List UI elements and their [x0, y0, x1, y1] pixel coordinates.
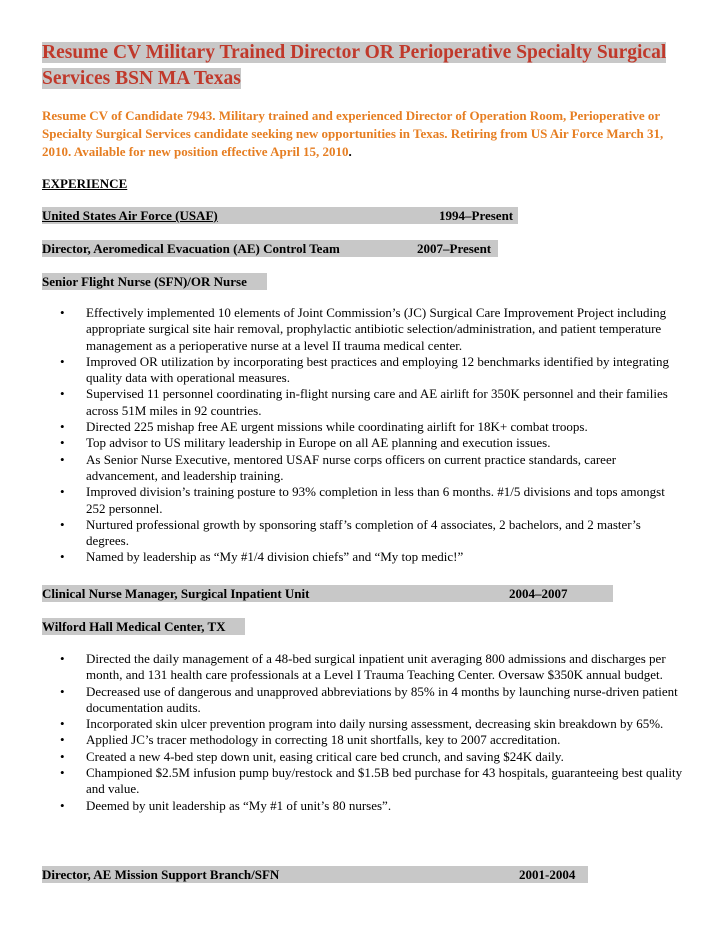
director-mission-bar: [42, 866, 588, 883]
director-ae-years: 2007–Present: [417, 241, 492, 256]
clinical-manager-label: Clinical Nurse Manager, Surgical Inpatient Unit: [42, 586, 310, 601]
bullet-list-usaf: [0, 305, 684, 566]
list-item: • Created a new 4-bed step down unit, easing critical care bed crunch, and saving $24K daily.: [0, 749, 684, 765]
usaf-years: 1994–Present: [439, 208, 514, 223]
intro-end: .: [348, 144, 352, 159]
list-item: • Directed 225 mishap free AE urgent missions while coordinating airlift for 18K+ combat troops.: [0, 419, 684, 435]
list-item: • Applied JC’s tracer methodology in correcting 18 unit shortfalls, key to 2007 accreditation.: [0, 732, 684, 748]
list-item: • Directed the daily management of a 48-bed surgical inpatient unit averaging 800 admissions and discharges per month, and 131 health care professionals at a Level I Trauma Teaching Center. Oversaw $350K annual budget.: [0, 651, 684, 684]
list-item: • Top advisor to US military leadership in Europe on all AE planning and execution issues.: [0, 435, 684, 451]
senior-flight-nurse-bar: [42, 273, 267, 290]
list-item: • As Senior Nurse Executive, mentored USAF nurse corps officers on current practice standards, career advancement, and leadership training.: [0, 452, 684, 485]
director-mission-label: Director, AE Mission Support Branch/SFN: [42, 867, 280, 882]
list-item: • Incorporated skin ulcer prevention program into daily nursing assessment, decreasing skin breakdown by 65%.: [0, 716, 684, 732]
list-item: • Deemed by unit leadership as “My #1 of unit’s 80 nurses”.: [0, 798, 684, 814]
clinical-manager-years: 2004–2007: [509, 586, 568, 601]
intro-text: Resume CV of Candidate 7943. Military trained and experienced Director of Operation Room, Perioperative or Specialty Surgical Services candidate seeking new opportunities in Texas. Retiring from US Air Force March 31, 2010. Available for new position effective April 15, 2010: [42, 108, 664, 159]
experience-heading: EXPERIENCE: [42, 176, 128, 191]
list-item: • Supervised 11 personnel coordinating in-flight nursing care and AE airlift for 350K personnel and their families across 51M miles in 92 countries.: [0, 386, 684, 419]
bullet-list-wilford: [0, 651, 684, 814]
title-text: Resume CV Military Trained Director OR Perioperative Specialty Surgical Services BSN MA Texas: [42, 42, 667, 89]
list-item: • Improved OR utilization by incorporating best practices and employing 12 benchmarks identified by integrating quality data with operational measures.: [0, 354, 684, 387]
usaf-label: United States Air Force (USAF): [42, 208, 218, 223]
list-item: • Effectively implemented 10 elements of Joint Commission’s (JC) Surgical Care Improvement Project including appropriate surgical site hair removal, prophylactic antibiotic selection/administration, and patient temperature management as a perioperative nurse at a level II trauma medical center.: [0, 305, 684, 354]
clinical-manager-bar: [42, 585, 613, 602]
page-title: [42, 40, 682, 92]
intro-paragraph: [42, 107, 692, 161]
director-ae-bar: [42, 240, 498, 257]
list-item: • Championed $2.5M infusion pump buy/restock and $1.5B bed purchase for 43 hospitals, guaranteeing best quality and value.: [0, 765, 684, 798]
list-item: • Nurtured professional growth by sponsoring staff’s completion of 4 associates, 2 bachelors, and 2 master’s degrees.: [0, 517, 684, 550]
list-item: • Decreased use of dangerous and unapproved abbreviations by 85% in 4 months by launching nurse-driven patient documentation audits.: [0, 684, 684, 717]
director-mission-years: 2001-2004: [519, 867, 576, 882]
list-item: • Improved division’s training posture to 93% completion in less than 6 months. #1/5 divisions and tops amongst 252 personnel.: [0, 484, 684, 517]
wilford-bar: [42, 618, 245, 635]
usaf-bar: [42, 207, 518, 224]
wilford-label: Wilford Hall Medical Center, TX: [42, 619, 226, 634]
senior-flight-nurse-label: Senior Flight Nurse (SFN)/OR Nurse: [42, 274, 247, 289]
director-ae-label: Director, Aeromedical Evacuation (AE) Control Team: [42, 241, 340, 256]
list-item: • Named by leadership as “My #1/4 division chiefs” and “My top medic!”: [0, 549, 684, 565]
